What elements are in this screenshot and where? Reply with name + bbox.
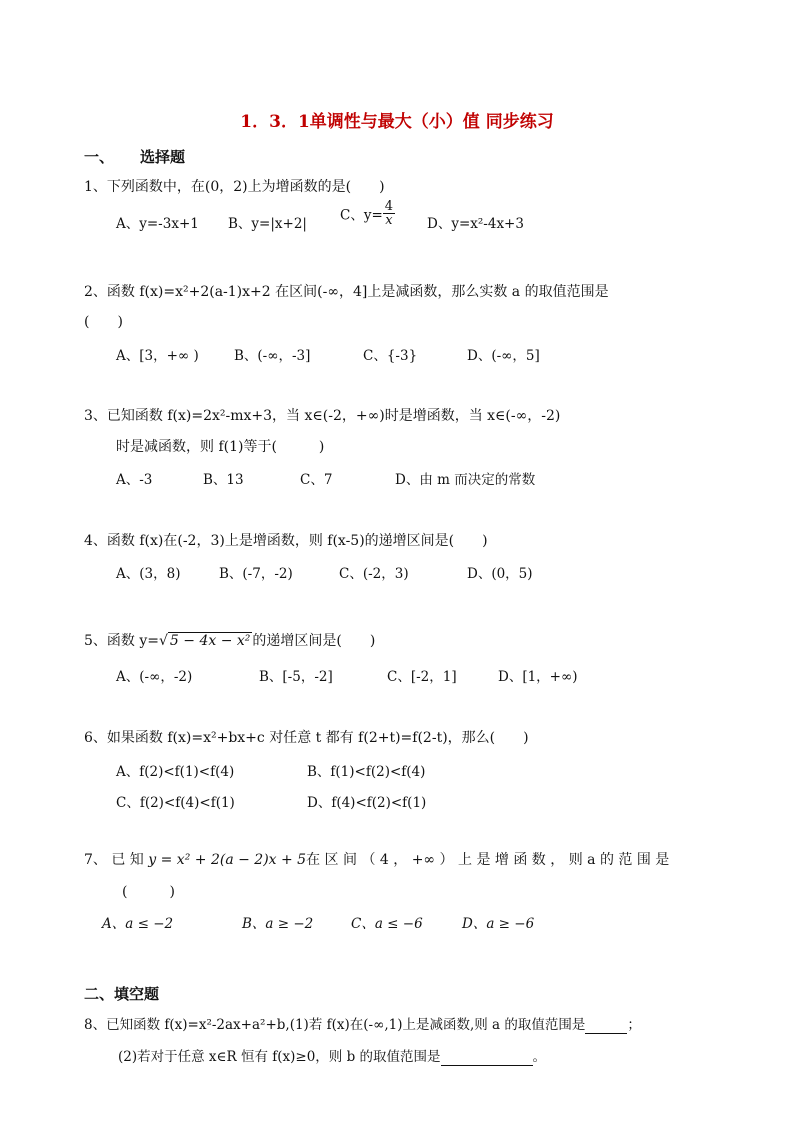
- question-6-option-b: B、f(1)<f(2)<f(4): [307, 764, 426, 780]
- question-4-option-b: B、(-7，-2): [219, 566, 293, 582]
- question-2-option-a: A、[3，+∞ ): [116, 348, 199, 364]
- question-5-stem-suffix: 的递增区间是( ): [252, 633, 376, 649]
- question-7-option-d: D、a ≥ −6: [462, 916, 535, 932]
- question-4-stem: 4、函数 f(x)在(-2，3)上是增函数，则 f(x-5)的递增区间是( ): [84, 533, 488, 549]
- question-6-option-a: A、f(2)<f(1)<f(4): [116, 764, 235, 780]
- question-4-option-c: C、(-2，3): [339, 566, 409, 582]
- question-5-stem: [84, 630, 375, 650]
- question-7-formula: y = x² + 2(a − 2)x + 5: [148, 852, 307, 868]
- question-6-option-c: C、f(2)<f(4)<f(1): [116, 795, 235, 811]
- question-8-end-2: 。: [532, 1049, 547, 1065]
- question-8-text-2: (2)若对于任意 x∈R 恒有 f(x)≥0，则 b 的取值范围是: [118, 1049, 441, 1065]
- question-6-stem: 6、如果函数 f(x)=x²+bx+c 对任意 t 都有 f(2+t)=f(2-t)，那么( ): [84, 730, 529, 746]
- section-2-label: 二、填空题: [84, 985, 160, 1003]
- answer-blank-2[interactable]: [441, 1049, 533, 1066]
- question-7-stem-suffix: 在 区 间 （ 4 ， +∞ ） 上 是 增 函 数 ， 则 a 的 范 围 是: [306, 852, 670, 868]
- question-3-option-b: B、13: [203, 472, 244, 488]
- question-3-stem-continued: 时是减函数，则 f(1)等于( ): [116, 439, 325, 455]
- fraction-numerator: 4: [384, 199, 394, 214]
- question-2-option-b: B、(-∞，-3]: [234, 348, 311, 364]
- question-1-option-c: [340, 200, 395, 227]
- question-5-option-d: D、[1，+∞): [498, 669, 578, 685]
- question-3-option-a: A、-3: [116, 472, 153, 488]
- fraction: [383, 200, 395, 227]
- question-5-stem-prefix: 5、函数 y=: [84, 633, 159, 649]
- question-1-option-b: B、y=|x+2|: [228, 216, 307, 232]
- question-5-option-a: A、(-∞，-2): [116, 669, 193, 685]
- question-3-option-c: C、7: [300, 472, 333, 488]
- question-1-option-a: A、y=-3x+1: [116, 216, 199, 232]
- fraction-denominator: x: [385, 213, 393, 228]
- sqrt-radicand: 5 − 4x − x²: [169, 633, 251, 649]
- question-2-stem: 2、函数 f(x)=x²+2(a-1)x+2 在区间(-∞，4]上是减函数，那么实数 a 的取值范围是: [84, 284, 609, 300]
- question-4-option-d: D、(0，5): [467, 566, 533, 582]
- question-7-paren: ( ): [122, 884, 175, 900]
- question-1-option-d: D、y=x²-4x+3: [427, 216, 524, 232]
- question-2-paren: ( ): [84, 314, 123, 330]
- question-4-option-a: A、(3，8): [116, 566, 181, 582]
- question-3-stem: 3、已知函数 f(x)=2x²-mx+3，当 x∈(-2，+∞)时是增函数，当 x∈(-∞，-2): [84, 408, 561, 424]
- question-2-option-d: D、(-∞，5]: [467, 348, 540, 364]
- question-7-stem-prefix: 7、 已 知: [84, 852, 149, 868]
- question-7-stem: [84, 849, 669, 869]
- question-7-option-b: B、a ≥ −2: [242, 916, 314, 932]
- question-8-line-1: [84, 1013, 641, 1034]
- section-1-number: 一、: [84, 148, 115, 166]
- question-7-option-c: C、a ≤ −6: [351, 916, 423, 932]
- sqrt-symbol: √: [159, 633, 168, 649]
- question-8-text-1: 8、已知函数 f(x)=x²-2ax+a²+b,(1)若 f(x)在(-∞,1)上是减函数,则 a 的取值范围是: [84, 1017, 586, 1033]
- question-1-stem: 1、下列函数中，在(0，2)上为增函数的是( ): [84, 179, 385, 195]
- question-8-end-1: ；: [627, 1017, 641, 1033]
- question-7-option-a: A、a ≤ −2: [102, 916, 174, 932]
- question-5-option-b: B、[-5，-2]: [259, 669, 333, 685]
- question-3-option-d: D、由 m 而决定的常数: [395, 472, 536, 488]
- page-title: 1．3．1单调性与最大（小）值 同步练习: [240, 112, 554, 132]
- question-6-option-d: D、f(4)<f(2)<f(1): [307, 795, 427, 811]
- question-8-line-2: [118, 1045, 546, 1066]
- question-5-option-c: C、[-2，1]: [387, 669, 457, 685]
- question-1-option-c-prefix: C、y=: [340, 207, 383, 224]
- section-1-label: 选择题: [140, 148, 186, 166]
- answer-blank-1[interactable]: [585, 1017, 627, 1034]
- question-2-option-c: C、{-3}: [363, 348, 418, 364]
